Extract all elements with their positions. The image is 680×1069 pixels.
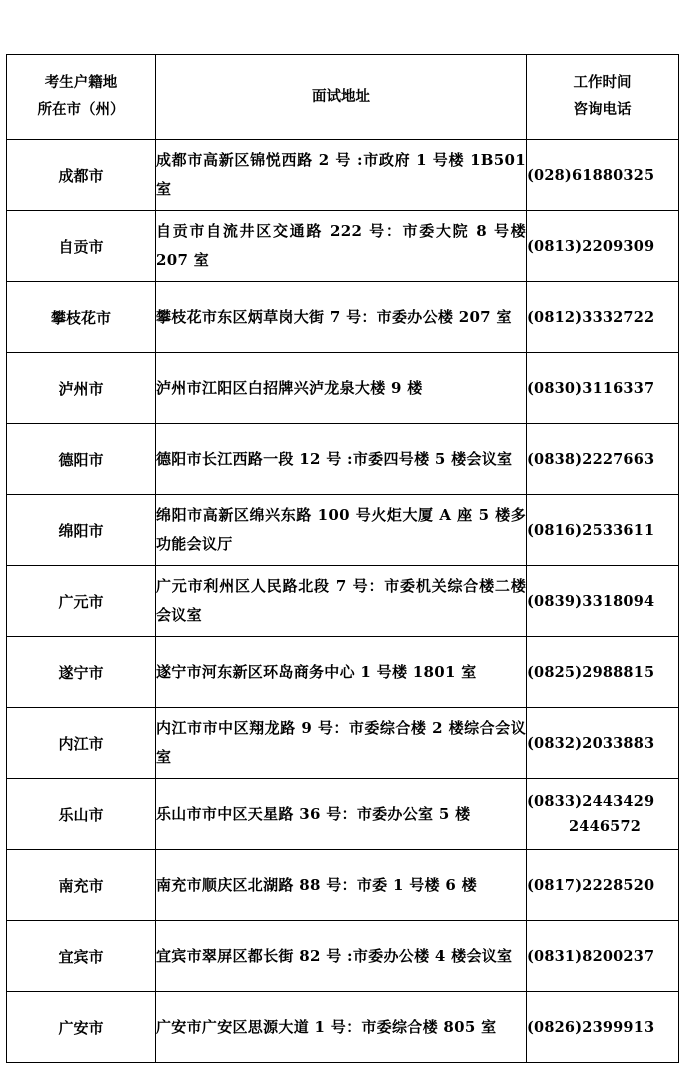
table-row xyxy=(7,140,679,211)
table-row xyxy=(7,495,679,566)
address-cell: 南充市顺庆区北湖路 88 号：市委 1 号楼 6 楼 xyxy=(156,850,527,921)
city-cell: 绵阳市 xyxy=(7,495,156,566)
table-row xyxy=(7,779,679,850)
city-cell: 遂宁市 xyxy=(7,637,156,708)
table-row xyxy=(7,921,679,992)
city-cell: 宜宾市 xyxy=(7,921,156,992)
header-address: 面试地址 xyxy=(156,55,527,140)
phone-cell: (0812)3332722 xyxy=(527,282,679,353)
phone-cell: (028)61880325 xyxy=(527,140,679,211)
table-row xyxy=(7,992,679,1063)
city-cell: 泸州市 xyxy=(7,353,156,424)
phone-cell: (0825)2988815 xyxy=(527,637,679,708)
address-cell: 乐山市市中区天星路 36 号：市委办公室 5 楼 xyxy=(156,779,527,850)
table-row xyxy=(7,282,679,353)
city-cell: 广安市 xyxy=(7,992,156,1063)
interview-address-table xyxy=(6,54,679,1063)
table-row xyxy=(7,211,679,282)
phone-cell: (0817)2228520 xyxy=(527,850,679,921)
header-city: 考生户籍地 所在市（州） xyxy=(7,55,156,140)
city-cell: 内江市 xyxy=(7,708,156,779)
phone-cell: (0831)8200237 xyxy=(527,921,679,992)
table-row xyxy=(7,353,679,424)
address-cell: 广元市利州区人民路北段 7 号：市委机关综合楼二楼会议室 xyxy=(156,566,527,637)
address-cell: 内江市市中区翔龙路 9 号：市委综合楼 2 楼综合会议室 xyxy=(156,708,527,779)
phone-cell: (0813)2209309 xyxy=(527,211,679,282)
address-cell: 绵阳市高新区绵兴东路 100 号火炬大厦 A 座 5 楼多功能会议厅 xyxy=(156,495,527,566)
city-cell: 自贡市 xyxy=(7,211,156,282)
address-cell: 成都市高新区锦悦西路 2 号 :市政府 1 号楼 1B501 室 xyxy=(156,140,527,211)
table-row xyxy=(7,424,679,495)
table-row xyxy=(7,708,679,779)
address-cell: 广安市广安区思源大道 1 号：市委综合楼 805 室 xyxy=(156,992,527,1063)
city-cell: 攀枝花市 xyxy=(7,282,156,353)
phone-cell: (0832)2033883 xyxy=(527,708,679,779)
city-cell: 南充市 xyxy=(7,850,156,921)
address-cell: 攀枝花市东区炳草岗大街 7 号：市委办公楼 207 室 xyxy=(156,282,527,353)
address-cell: 泸州市江阳区白招牌兴泸龙泉大楼 9 楼 xyxy=(156,353,527,424)
header-row xyxy=(7,55,679,140)
city-cell: 乐山市 xyxy=(7,779,156,850)
table-row xyxy=(7,637,679,708)
phone-cell xyxy=(527,779,679,850)
phone-cell: (0839)3318094 xyxy=(527,566,679,637)
phone-number: (0833)2443429 xyxy=(527,793,655,810)
city-cell: 成都市 xyxy=(7,140,156,211)
phone-cell: (0830)3116337 xyxy=(527,353,679,424)
phone-cell: (0826)2399913 xyxy=(527,992,679,1063)
table-row xyxy=(7,566,679,637)
address-cell: 遂宁市河东新区环岛商务中心 1 号楼 1801 室 xyxy=(156,637,527,708)
phone-number-secondary: 2446572 xyxy=(569,818,642,835)
address-cell: 宜宾市翠屏区都长街 82 号 :市委办公楼 4 楼会议室 xyxy=(156,921,527,992)
address-cell: 自贡市自流井区交通路 222 号：市委大院 8 号楼 207 室 xyxy=(156,211,527,282)
phone-cell: (0816)2533611 xyxy=(527,495,679,566)
city-cell: 德阳市 xyxy=(7,424,156,495)
header-phone: 工作时间 咨询电话 xyxy=(527,55,679,140)
city-cell: 广元市 xyxy=(7,566,156,637)
table-row xyxy=(7,850,679,921)
address-cell: 德阳市长江西路一段 12 号 :市委四号楼 5 楼会议室 xyxy=(156,424,527,495)
phone-cell: (0838)2227663 xyxy=(527,424,679,495)
